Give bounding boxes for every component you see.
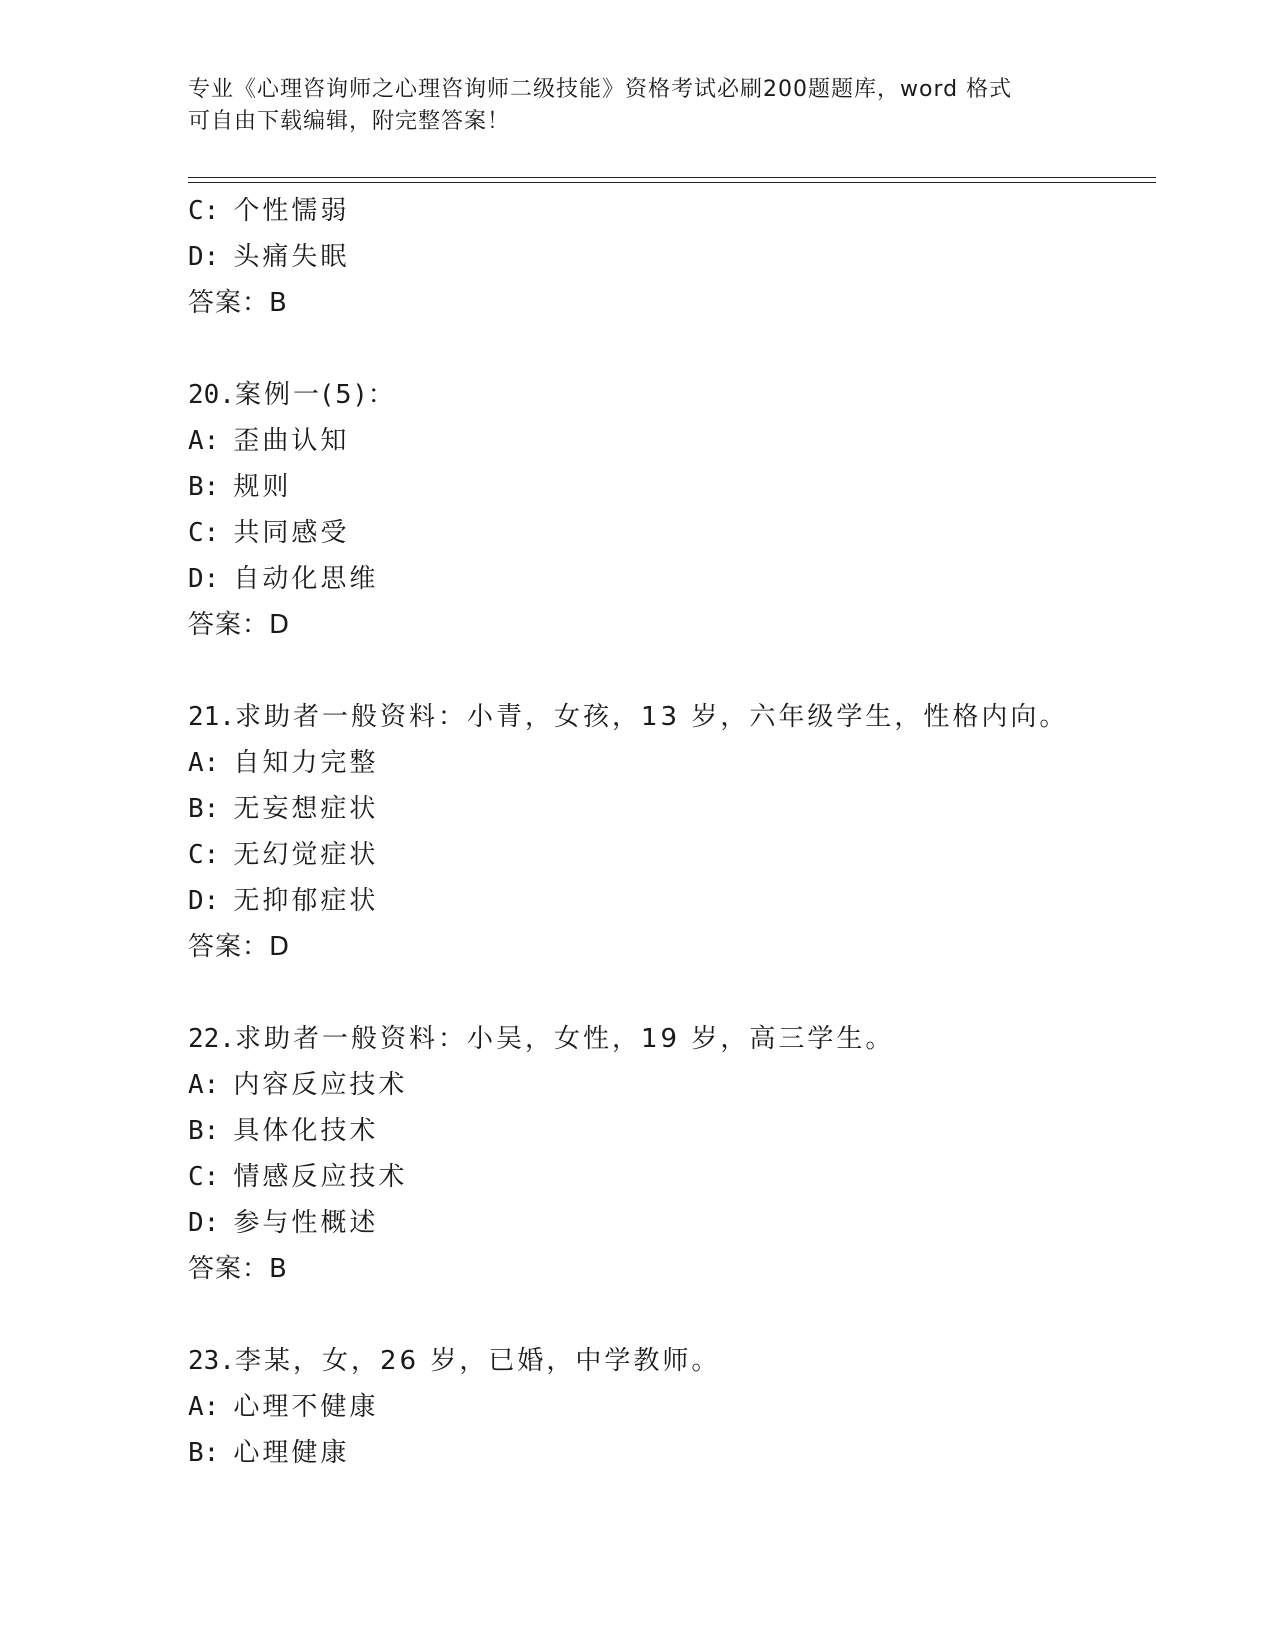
question-stem bbox=[188, 1338, 1148, 1384]
option-text: 规则 bbox=[233, 472, 292, 502]
option-label: A: bbox=[188, 748, 220, 778]
option-label: C: bbox=[188, 1162, 220, 1192]
header-line-1: 专业《心理咨询师之心理咨询师二级技能》资格考试必刷200题题库，word 格式 bbox=[188, 77, 1013, 102]
question-stem bbox=[188, 694, 1148, 740]
option-text: 头痛失眠 bbox=[233, 242, 350, 272]
option-line bbox=[188, 556, 1148, 602]
question-number: 21. bbox=[188, 702, 235, 732]
spacer bbox=[188, 326, 1148, 372]
spacer bbox=[188, 1292, 1148, 1338]
option-line bbox=[188, 832, 1148, 878]
option-text: 歪曲认知 bbox=[233, 426, 350, 456]
option-label: B: bbox=[188, 1116, 220, 1146]
option-text: 无抑郁症状 bbox=[233, 886, 379, 916]
question-list bbox=[188, 188, 1148, 1476]
option-line bbox=[188, 464, 1148, 510]
question-text: 求助者一般资料：小青，女孩，13 岁，六年级学生，性格内向。 bbox=[234, 702, 1069, 732]
question-text: 李某，女，26 岁，已婚，中学教师。 bbox=[234, 1346, 721, 1376]
option-text: 参与性概述 bbox=[233, 1208, 379, 1238]
option-label: B: bbox=[188, 472, 220, 502]
option-line bbox=[188, 510, 1148, 556]
answer-line: 答案：D bbox=[188, 610, 291, 640]
option-label: D: bbox=[188, 1208, 220, 1238]
question-number: 23. bbox=[188, 1346, 235, 1376]
option-label: A: bbox=[188, 1392, 220, 1422]
option-text: 无幻觉症状 bbox=[233, 840, 379, 870]
option-label: D: bbox=[188, 564, 220, 594]
option-label: B: bbox=[188, 794, 220, 824]
option-line bbox=[188, 1384, 1148, 1430]
spacer bbox=[188, 970, 1148, 1016]
option-text: 共同感受 bbox=[233, 518, 350, 548]
option-text: 无妄想症状 bbox=[233, 794, 379, 824]
option-text: 心理不健康 bbox=[233, 1392, 379, 1422]
option-label: D: bbox=[188, 242, 220, 272]
option-line bbox=[188, 1430, 1148, 1476]
option-label: D: bbox=[188, 886, 220, 916]
option-line bbox=[188, 1154, 1148, 1200]
answer-line: 答案：B bbox=[188, 288, 288, 318]
option-line bbox=[188, 786, 1148, 832]
document-header bbox=[188, 74, 1088, 138]
answer-line: 答案：B bbox=[188, 1254, 288, 1284]
option-label: B: bbox=[188, 1438, 220, 1468]
question-stem bbox=[188, 1016, 1148, 1062]
option-line bbox=[188, 188, 1148, 234]
option-line bbox=[188, 878, 1148, 924]
question-number: 20. bbox=[188, 380, 235, 410]
option-line bbox=[188, 418, 1148, 464]
option-label: C: bbox=[188, 518, 220, 548]
option-text: 内容反应技术 bbox=[233, 1070, 408, 1100]
option-line bbox=[188, 234, 1148, 280]
option-text: 个性懦弱 bbox=[233, 196, 350, 226]
option-text: 自知力完整 bbox=[233, 748, 379, 778]
spacer bbox=[188, 648, 1148, 694]
option-label: C: bbox=[188, 196, 220, 226]
header-line-2: 可自由下载编辑，附完整答案！ bbox=[188, 109, 511, 134]
header-divider-bottom bbox=[188, 182, 1156, 183]
question-number: 22. bbox=[188, 1024, 235, 1054]
option-line bbox=[188, 1200, 1148, 1246]
question-stem bbox=[188, 372, 1148, 418]
option-text: 具体化技术 bbox=[233, 1116, 379, 1146]
option-label: C: bbox=[188, 840, 220, 870]
option-label: A: bbox=[188, 426, 220, 456]
answer-line: 答案：D bbox=[188, 932, 291, 962]
option-text: 心理健康 bbox=[233, 1438, 350, 1468]
option-line bbox=[188, 1062, 1148, 1108]
option-text: 自动化思维 bbox=[233, 564, 379, 594]
option-text: 情感反应技术 bbox=[233, 1162, 408, 1192]
option-label: A: bbox=[188, 1070, 220, 1100]
option-line bbox=[188, 740, 1148, 786]
header-divider-top bbox=[188, 177, 1156, 178]
question-text: 案例一(5)： bbox=[234, 380, 397, 410]
option-line bbox=[188, 1108, 1148, 1154]
question-text: 求助者一般资料：小吴，女性，19 岁，高三学生。 bbox=[234, 1024, 895, 1054]
